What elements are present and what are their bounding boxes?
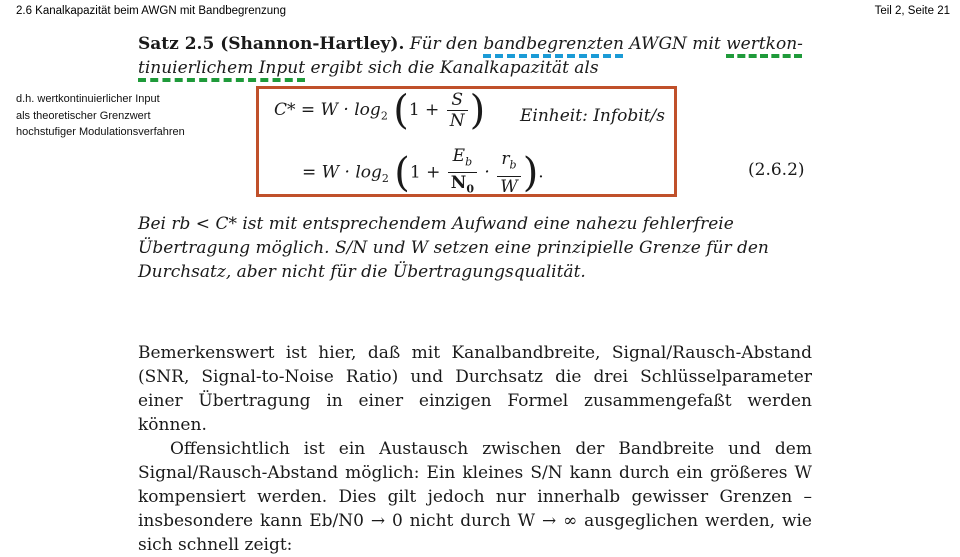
highlight-continuous-input: tinuierlichem Input bbox=[138, 58, 306, 78]
fraction-s-n bbox=[447, 90, 468, 131]
one-plus: 1 + bbox=[409, 162, 441, 183]
paragraph-remark: Bei rb < C* ist mit entsprechendem Aufwand eine nahezu fehlerfreie Übertragung möglich. S/N und W setzen eine prinzipielle Grenze für den Durchsatz, aber nicht für die Übertragungsqualität. bbox=[138, 214, 769, 282]
paragraph: Bemerkenswert ist hier, daß mit Kanalbandbreite, Signal/Rausch-Abstand (SNR, Signal-to-Noise Ratio) und Durchsatz die drei Schlüsselparameter einer Übertragung in einer einzigen Formel zusammengefaßt werden können. bbox=[138, 343, 812, 435]
equation-number: (2.6.2) bbox=[748, 160, 805, 180]
theorem-head: Satz 2.5 (Shannon-Hartley). bbox=[138, 34, 405, 54]
unit-label: Einheit: Infobit/s bbox=[520, 106, 665, 126]
page-number: Teil 2, Seite 21 bbox=[874, 5, 950, 17]
formula-line-2 bbox=[302, 146, 544, 200]
note-line: hochstufiger Modulationsverfahren bbox=[16, 126, 185, 138]
theorem-text: AWGN mit bbox=[629, 34, 721, 54]
subscript: 0 bbox=[466, 182, 474, 196]
theorem-text: Für den bbox=[409, 34, 478, 54]
highlight-bandlimited: bandbegrenzten bbox=[483, 34, 624, 54]
theorem bbox=[138, 32, 818, 80]
theorem-text: ergibt sich die Kanalkapazität als bbox=[310, 58, 599, 78]
note-line: als theoretischer Grenzwert bbox=[16, 109, 151, 122]
paragraph-notes bbox=[138, 341, 812, 557]
note-line: d.h. wertkontinuierlicher Input bbox=[16, 93, 160, 105]
fraction-eb-n0 bbox=[448, 146, 477, 200]
paren-open: ( bbox=[393, 87, 409, 134]
fraction-denominator: W bbox=[500, 176, 518, 197]
paren-close: ) bbox=[469, 87, 486, 134]
fraction-numerator: S bbox=[447, 90, 468, 111]
highlight-continuous: wertkon- bbox=[726, 34, 803, 54]
paragraph: Offensichtlich ist ein Austausch zwischen der Bandbreite und dem Signal/Rausch-Abstand möglich: Ein kleines S/N kann durch ein größeres W kompensiert werden. Dies gilt jedoch nur innerhalb gewisser Grenzen – insbesondere kann Eb/N0 → 0 nicht durch W → ∞ ausgeglichen werden, wie sich schnell zeigt: bbox=[138, 439, 812, 555]
fraction-denominator: N bbox=[449, 111, 465, 131]
fraction-rb-w bbox=[497, 149, 520, 196]
paren-close: ) bbox=[522, 149, 539, 196]
fraction-denominator: N bbox=[450, 173, 467, 194]
formula-lhs: = W · log bbox=[302, 162, 382, 183]
subscript: b bbox=[509, 158, 517, 172]
one-plus: 1 + bbox=[408, 100, 440, 120]
formula-lhs: C* = W · log bbox=[274, 100, 381, 120]
log-base: 2 bbox=[381, 171, 389, 185]
period: . bbox=[538, 162, 544, 183]
slide-title: 2.6 Kanalkapazität beim AWGN mit Bandbegrenzung bbox=[16, 5, 286, 17]
subscript: b bbox=[465, 155, 473, 169]
side-note bbox=[16, 91, 185, 141]
log-base: 2 bbox=[380, 109, 388, 123]
formula-line-1 bbox=[274, 87, 486, 134]
paren-open: ( bbox=[394, 149, 410, 196]
fraction-numerator: r bbox=[501, 149, 510, 170]
fraction-numerator: E bbox=[452, 146, 466, 166]
multiply-dot: · bbox=[484, 162, 490, 183]
